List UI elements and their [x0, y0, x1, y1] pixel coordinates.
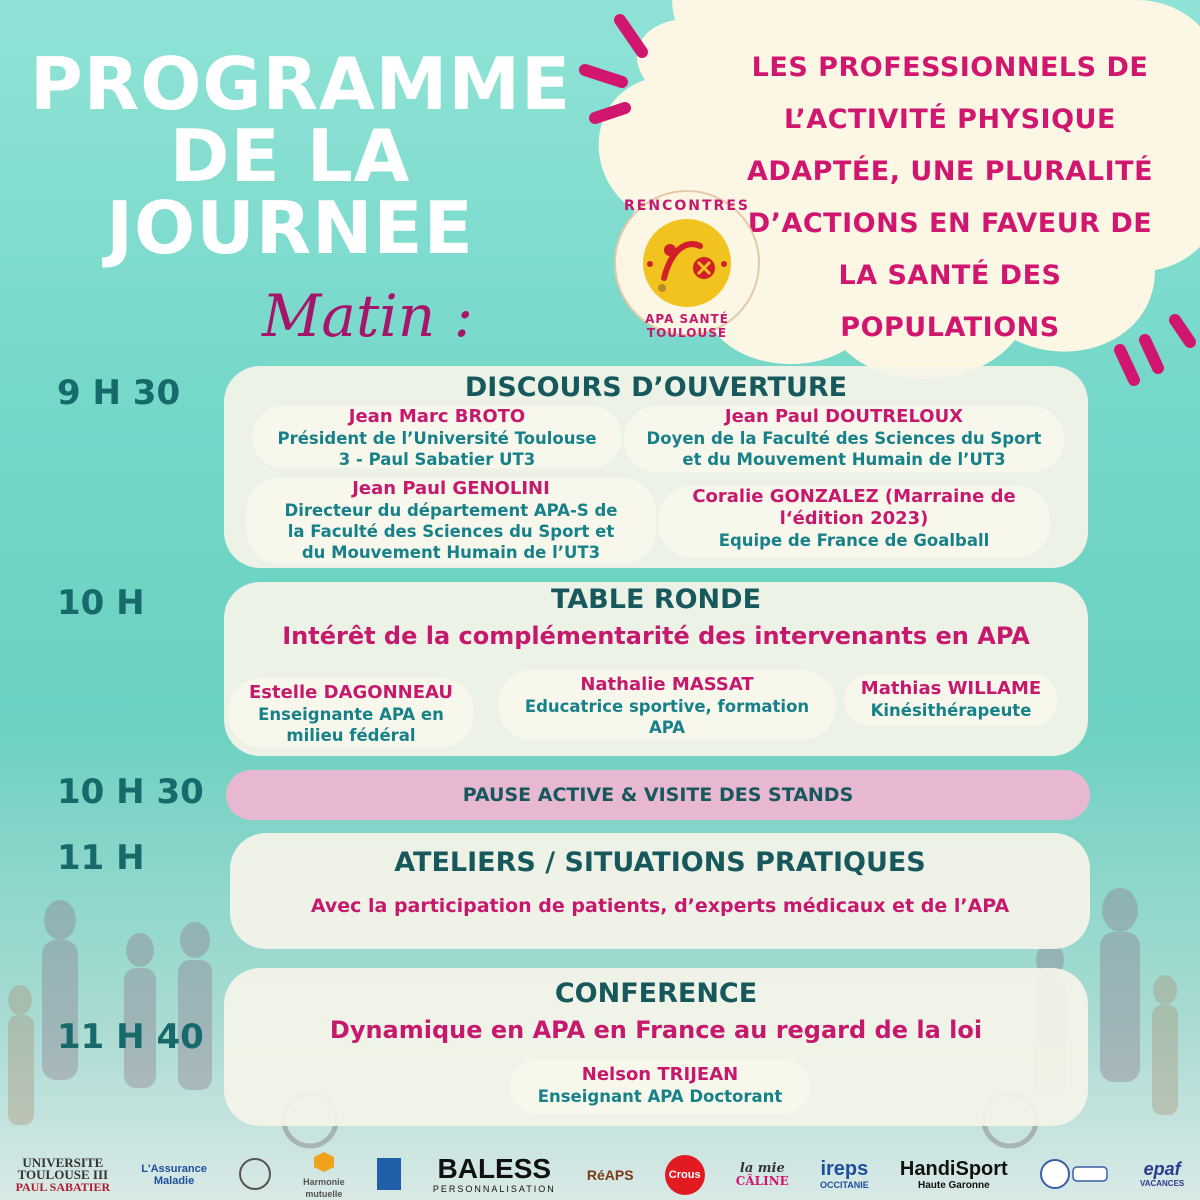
speaker-role: milieu fédéral: [286, 726, 416, 745]
ut3-logo-line2: TOULOUSE III: [17, 1167, 109, 1182]
workshops-card: [230, 833, 1090, 949]
speaker-card: [228, 678, 474, 748]
harmonie-mutuelle-logo: [303, 1151, 345, 1200]
page-title: [30, 42, 572, 270]
baless-logo: [433, 1155, 556, 1195]
speaker-role: Directeur du département APA-S de: [284, 501, 618, 520]
la-mie-caline-line2: CÂLINE: [735, 1174, 789, 1188]
hg-icon: [376, 1157, 402, 1191]
la-mie-caline-logo: [736, 1163, 789, 1187]
speaker-role: et du Mouvement Humain de l’UT3: [682, 450, 1006, 469]
spark-decoration-left: [560, 0, 710, 140]
partner-logos: [0, 1150, 1200, 1200]
speaker-card: [658, 486, 1050, 558]
harmonie-line1: Harmonie: [303, 1176, 345, 1187]
seal-icon: [238, 1157, 272, 1191]
opening-speeches-title: DISCOURS D’OUVERTURE: [464, 372, 848, 403]
conference-subtitle: Dynamique en APA en France au regard de la loi: [329, 1016, 983, 1044]
speaker-name: Estelle DAGONNEAU: [248, 682, 453, 703]
round-table-subtitle: Intérêt de la complémentarité des intervenants en APA: [282, 622, 1030, 650]
speaker-role: Président de l’Université Toulouse: [277, 429, 597, 448]
speaker-card: [498, 670, 836, 740]
baless-line1: BALESS: [437, 1153, 552, 1184]
speaker-card: [844, 674, 1058, 726]
epaf-line1: epaf: [1143, 1159, 1181, 1179]
la-mie-caline-line1: la mie: [739, 1161, 785, 1176]
workshops-subtitle: Avec la participation de patients, d’experts médicaux et de l’APA: [310, 895, 1010, 917]
round-table-title: TABLE RONDE: [550, 584, 762, 615]
speaker-name: Jean Paul GENOLINI: [352, 478, 550, 499]
assurance-maladie-logo: [141, 1163, 207, 1187]
conference-card: [224, 968, 1088, 1126]
time-round-table: 10 H: [57, 583, 145, 623]
time-conference: 11 H 40: [57, 1017, 204, 1057]
round-table-card: [224, 582, 1088, 756]
ut3-logo: [16, 1157, 111, 1193]
ut3-logo-line1: UNIVERSITE: [22, 1155, 104, 1170]
speaker-name: Jean Marc BROTO: [348, 406, 526, 427]
speaker-name: l‘édition 2023): [779, 508, 929, 529]
time-opening: 9 H 30: [57, 373, 181, 413]
badge-bottom-text: APA SANTÉ TOULOUSE: [645, 312, 729, 340]
epaf-line2: VACANCES: [1139, 1179, 1185, 1188]
harmonie-icon: [313, 1151, 335, 1173]
rencontres-badge: [612, 188, 762, 338]
title-line-2: DE LA: [169, 114, 411, 198]
speaker-card: [624, 406, 1064, 472]
crous-logo-text: Crous: [665, 1155, 705, 1195]
hg-logo: [376, 1157, 402, 1194]
epaf-logo: [1140, 1160, 1184, 1190]
speaker-name: Nelson TRIJEAN: [581, 1064, 739, 1085]
opening-speeches-card: [224, 366, 1088, 568]
speaker-role: Enseignante APA en: [258, 705, 444, 724]
speaker-name: Nathalie MASSAT: [580, 674, 754, 695]
speaker-card: [252, 406, 622, 468]
speaker-name: Jean Paul DOUTRELOUX: [724, 406, 964, 427]
speaker-role: Enseignant APA Doctorant: [537, 1087, 783, 1106]
time-pause: 10 H 30: [57, 772, 204, 812]
title-line-1: PROGRAMME: [30, 42, 572, 126]
time-workshops: 11 H: [57, 838, 145, 878]
speaker-card: [246, 478, 656, 564]
reaps-logo: RéAPS: [586, 1167, 634, 1183]
speaker-role: 3 - Paul Sabatier UT3: [338, 450, 536, 469]
ireps-line1: ireps: [820, 1158, 869, 1180]
seal-logo: [238, 1157, 272, 1194]
club-logo: [1039, 1157, 1109, 1194]
conference-title: CONFERENCE: [554, 978, 758, 1009]
club-icon: [1039, 1157, 1109, 1191]
baless-line2: PERSONNALISATION: [432, 1184, 556, 1194]
speaker-card: [510, 1060, 810, 1114]
handisport-line2: Haute Garonne: [917, 1180, 990, 1191]
crous-logo: [665, 1155, 705, 1195]
pause-bar: PAUSE ACTIVE & VISITE DES STANDS: [226, 770, 1090, 820]
speaker-role: Equipe de France de Goalball: [718, 531, 990, 550]
title-line-3: JOURNEE: [106, 186, 474, 270]
speaker-role: Kinésithérapeute: [870, 701, 1032, 720]
assurance-maladie-line1: L'Assurance: [141, 1163, 207, 1175]
speaker-role: APA: [648, 718, 686, 737]
speaker-name: Mathias WILLAME: [860, 678, 1042, 699]
ireps-logo: [820, 1159, 869, 1191]
speaker-role: du Mouvement Humain de l’UT3: [301, 543, 601, 562]
ut3-logo-line3: PAUL SABATIER: [15, 1180, 111, 1194]
speaker-name: Coralie GONZALEZ (Marraine de: [692, 486, 1016, 507]
harmonie-line2: mutuelle: [305, 1188, 343, 1199]
ireps-line2: OCCITANIE: [819, 1180, 869, 1190]
badge-top-text: RENCONTRES: [624, 198, 750, 214]
morning-section-label: Matin :: [262, 282, 474, 350]
assurance-maladie-line2: Maladie: [153, 1175, 195, 1187]
speaker-role: la Faculté des Sciences du Sport et: [287, 522, 615, 541]
workshops-title: ATELIERS / SITUATIONS PRATIQUES: [394, 847, 926, 878]
speaker-role: Educatrice sportive, formation: [524, 697, 810, 716]
handisport-logo: [900, 1158, 1008, 1192]
handisport-line1: HandiSport: [899, 1158, 1008, 1180]
speaker-role: Doyen de la Faculté des Sciences du Sport: [646, 429, 1042, 448]
event-headline: LES PROFESSIONNELS DE L’ACTIVITÉ PHYSIQUE ADAPTÉE, UNE PLURALITÉ D’ACTIONS EN FAVEUR DE LA SANTÉ DES POPULATIONS: [746, 52, 1154, 343]
